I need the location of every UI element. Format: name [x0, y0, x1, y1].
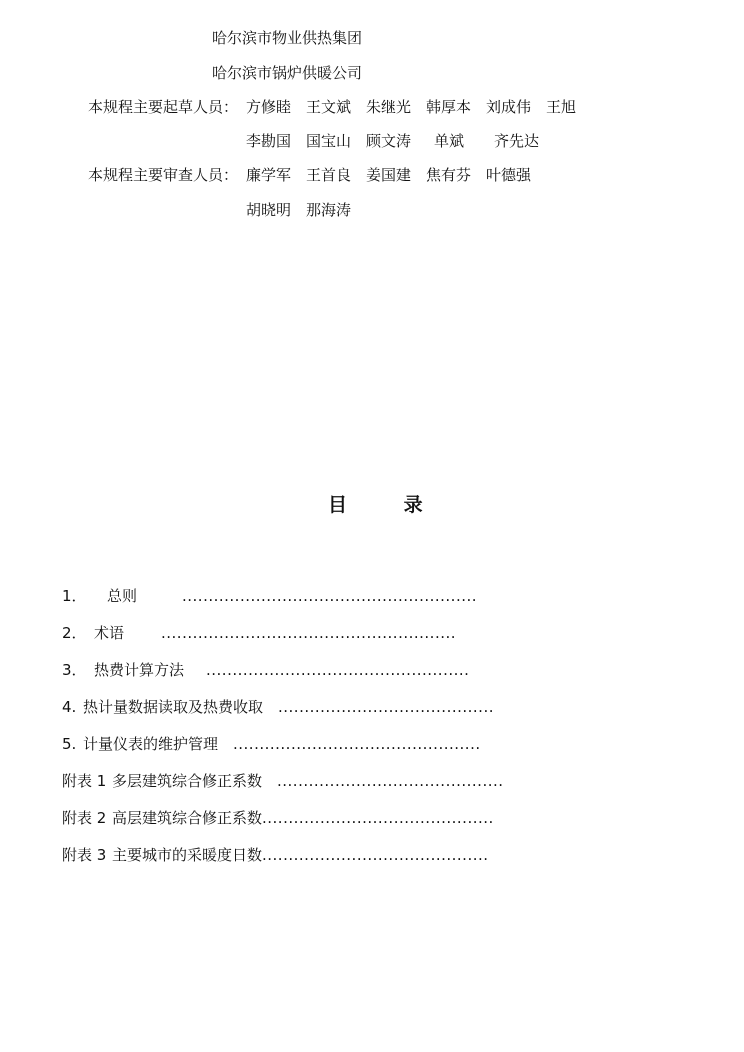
toc-entry-title: 热计量数据读取及热费收取: [83, 698, 264, 716]
drafter-name: 王旭: [546, 98, 577, 116]
toc-entry-title: 多层建筑综合修正系数: [112, 772, 263, 790]
reviewers-label: 本规程主要审查人员：: [88, 166, 239, 184]
toc-number: 附表 2: [62, 809, 107, 827]
drafter-name: 顾文涛: [366, 132, 412, 150]
reviewer-name: 叶德强: [486, 166, 532, 184]
drafter-name: 王文斌: [306, 98, 352, 116]
toc-entry-title: 术语: [94, 624, 125, 642]
toc-entry-title: 计量仪表的维护管理: [83, 735, 219, 753]
unit-name-2: 哈尔滨市锅炉供暖公司: [212, 64, 363, 82]
drafter-name: 朱继光: [366, 98, 412, 116]
toc-title-char: 录: [403, 494, 423, 516]
drafter-name: 齐先达: [494, 132, 540, 150]
toc-entry-title: 总则: [107, 587, 138, 605]
reviewer-name: 王首良: [306, 166, 352, 184]
toc-number: 5.: [62, 735, 77, 753]
drafter-name: 韩厚本: [426, 98, 472, 116]
toc-leader-dots: ...........................................: [262, 846, 489, 864]
toc-leader-dots: ..................................................: [206, 661, 470, 679]
toc-entry-title: 主要城市的采暖度日数: [112, 846, 263, 864]
reviewer-name: 廉学军: [246, 166, 292, 184]
drafter-name: 刘成伟: [486, 98, 532, 116]
reviewer-name: 焦有芬: [426, 166, 472, 184]
drafter-name: 李勘国: [246, 132, 292, 150]
toc-title: [328, 493, 423, 517]
toc-leader-dots: ........................................................: [161, 624, 457, 642]
toc-leader-dots: ........................................................: [182, 587, 478, 605]
reviewer-name: 胡晓明: [246, 201, 292, 219]
drafter-name: 单斌: [434, 132, 465, 150]
drafters-label: 本规程主要起草人员：: [88, 98, 239, 116]
toc-number: 3．: [62, 661, 87, 679]
toc-leader-dots: ...............................................: [233, 735, 481, 753]
toc-number: 4.: [62, 698, 77, 716]
drafter-name: 方修睦: [246, 98, 292, 116]
drafter-name: 国宝山: [306, 132, 352, 150]
toc-number: 2．: [62, 624, 87, 642]
toc-number: 1．: [62, 587, 87, 605]
unit-name-1: 哈尔滨市物业供热集团: [212, 29, 363, 47]
toc-number: 附表 1: [62, 772, 107, 790]
toc-leader-dots: ............................................: [262, 809, 494, 827]
toc-title-char: 目: [328, 494, 348, 516]
toc-leader-dots: ...........................................: [277, 772, 504, 790]
toc-entry-title: 热费计算方法: [94, 661, 185, 679]
toc-entry-title: 高层建筑综合修正系数: [112, 809, 263, 827]
reviewer-name: 姜国建: [366, 166, 412, 184]
reviewer-name: 那海涛: [306, 201, 352, 219]
toc-leader-dots: .........................................: [278, 698, 494, 716]
toc-number: 附表 3: [62, 846, 107, 864]
